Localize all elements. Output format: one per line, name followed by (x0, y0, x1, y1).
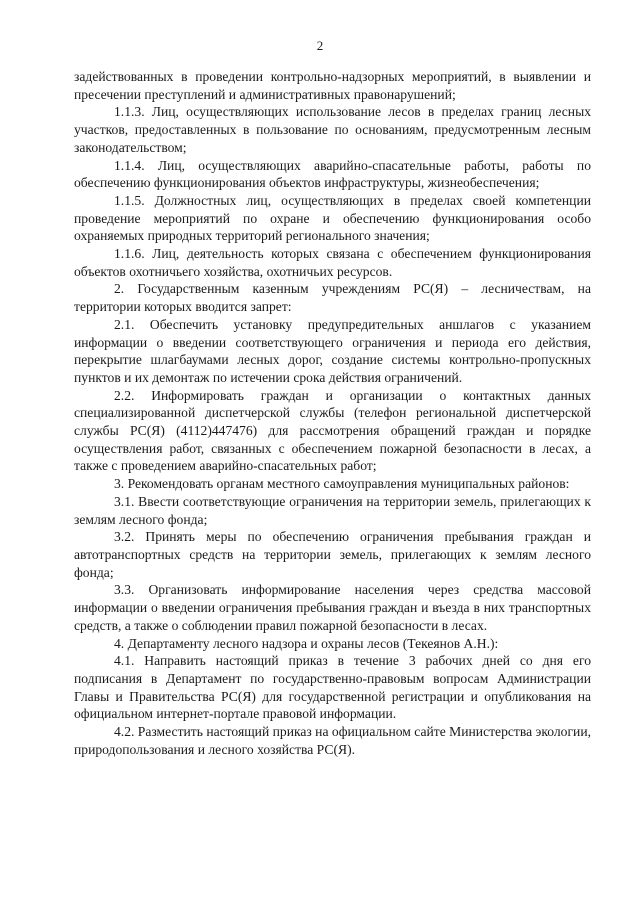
paragraph-2-2: 2.2. Информировать граждан и организации о контактных данных специализированной диспетчерской службы (телефон региональной диспетчерской службы РС(Я) (4112)447476) для рассмотрения обращений граждан и порядке осуществления работ, связанных с обеспечением пожарной безопасности в лесах, а также с проведением аварийно-спасательных работ; (74, 387, 591, 474)
page-number: 2 (316, 38, 324, 53)
paragraph-3: 3. Рекомендовать органам местного самоуправления муниципальных районов: (114, 476, 570, 492)
paragraph-1-1-4: 1.1.4. Лиц, осуществляющих аварийно-спасательные работы, работы по обеспечению функционирования объектов инфраструктуры, жизнеобеспечения; (74, 157, 591, 191)
paragraph-4-2: 4.2. Разместить настоящий приказ на официальном сайте Министерства экологии, природопользования и лесного хозяйства РС(Я). (74, 724, 591, 757)
paragraph-3-2: 3.2. Принять меры по обеспечению ограничения пребывания граждан и автотранспортных средств на территории земель, прилегающих к землям лесного фонда; (74, 529, 591, 580)
paragraph-continuation: задействованных в проведении контрольно-надзорных мероприятий, в выявлении и пресечении преступлений и административных правонарушений; (74, 69, 591, 102)
paragraph-1-1-5: 1.1.5. Должностных лиц, осуществляющих в пределах своей компетенции проведение мероприятий по охране и обеспечению функционирования особо охраняемых природных территорий регионального значения; (74, 192, 591, 244)
paragraph-3-3: 3.3. Организовать информирование населения через средства массовой информации о введении ограничения пребывания граждан и въезда в них транспортных средств, а также о соблюдении правил пожарной безопасности в лесах. (74, 582, 591, 633)
paragraph-2-1: 2.1. Обеспечить установку предупредительных аншлагов с указанием информации о введении соответствующего ограничения и периода его действия, перекрытие шлагбаумами лесных дорог, создание системы контрольно-пропускных пунктов и их демонтаж по истечении срока действия ограничений. (74, 316, 591, 385)
paragraph-4: 4. Департаменту лесного надзора и охраны лесов (Текеянов А.Н.): (114, 635, 499, 651)
paragraph-4-1: 4.1. Направить настоящий приказ в течение 3 рабочих дней со дня его подписания в Департамент по государственно-правовым вопросам Администрации Главы и Правительства РС(Я) для государственной регистрации и опубликования на официальном интернет-портале правовой информации. (74, 653, 591, 722)
paragraph-1-1-6: 1.1.6. Лиц, деятельность которых связана с обеспечением функционирования объектов охотничьего хозяйства, охотничьих ресурсов. (74, 246, 591, 279)
paragraph-1-1-3: 1.1.3. Лиц, осуществляющих использование лесов в пределах границ лесных участков, предоставленных в пользование по основаниям, предусмотренным лесным законодательством; (74, 104, 591, 155)
paragraph-2: 2. Государственным казенным учреждениям РС(Я) – лесничествам, на территории которых вводится запрет: (74, 281, 591, 315)
paragraph-3-1: 3.1. Ввести соответствующие ограничения на территории земель, прилегающих к землям лесного фонда; (74, 493, 591, 527)
document-body (74, 68, 591, 758)
